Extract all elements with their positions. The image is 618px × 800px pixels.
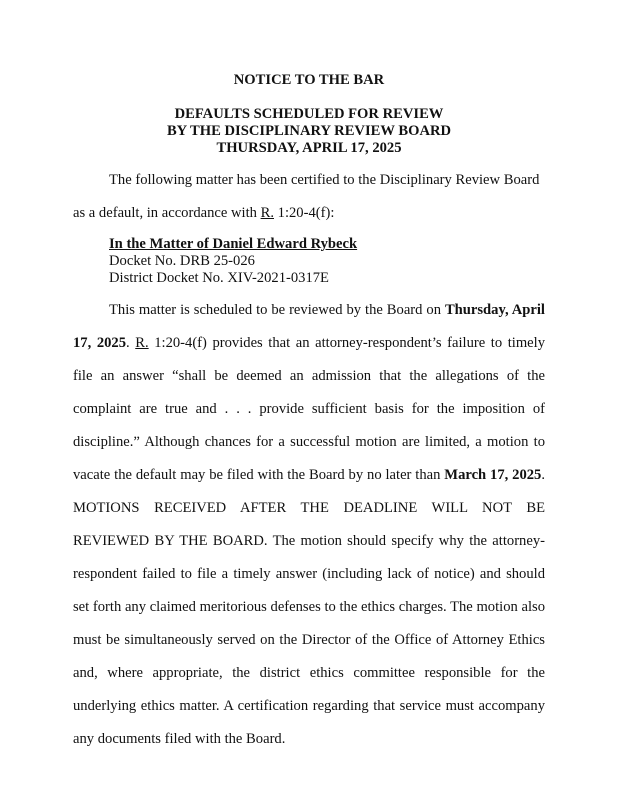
- motion-deadline: March 17, 2025: [444, 467, 542, 483]
- intro-rule-cite: 1:20-4(f):: [274, 205, 335, 221]
- body-text-4: . MOTIONS RECEIVED AFTER THE DEADLINE WILL NOT BE REVIEWED BY THE BOARD. The motion should specify why the attorney-respondent failed to file a timely answer (including lack of notice) and should set forth any claimed meritorious defenses to the ethics charges. The motion also must be simultaneously served on the Director of the Office of Attorney Ethics and, where appropriate, the district ethics committee responsible for the underlying ethics matter. A certification regarding that service must accompany any documents filed with the Board.: [73, 467, 546, 747]
- body-text-3: 1:20-4(f) provides that an attorney-respondent’s failure to timely file an answer “shall be deemed an admission that the allegations of the complaint are true and . . . provide sufficient basis for the imposition of discipline.” Although chances for a successful motion are limited, a motion to vacate the default may be filed with the Board by no later than: [73, 335, 546, 483]
- matter-block: [109, 236, 549, 287]
- body-text-2: .: [126, 335, 136, 351]
- intro-text: The following matter has been certified to the Disciplinary Review Board as a default, in accordance with: [73, 172, 540, 221]
- intro-paragraph: [73, 164, 545, 230]
- body-text-1: This matter is scheduled to be reviewed by the Board on: [109, 302, 445, 318]
- notice-title: NOTICE TO THE BAR: [233, 72, 385, 88]
- intro-rule-abbrev: R.: [260, 205, 274, 221]
- heading-line-1: DEFAULTS SCHEDULED FOR REVIEW: [174, 106, 444, 122]
- matter-title: In the Matter of Daniel Edward Rybeck: [109, 236, 358, 252]
- docket-number: Docket No. DRB 25-026: [109, 253, 255, 269]
- heading-line-2: BY THE DISCIPLINARY REVIEW BOARD: [166, 123, 452, 139]
- district-docket-number: District Docket No. XIV-2021-0317E: [109, 270, 329, 286]
- body-rule-abbrev: R.: [135, 335, 149, 351]
- heading-line-3: THURSDAY, APRIL 17, 2025: [216, 140, 402, 156]
- defaults-heading: [0, 106, 618, 157]
- body-paragraph: [73, 294, 545, 756]
- review-date: Thursday, April 17, 2025: [73, 302, 545, 351]
- notice-heading: [0, 72, 618, 89]
